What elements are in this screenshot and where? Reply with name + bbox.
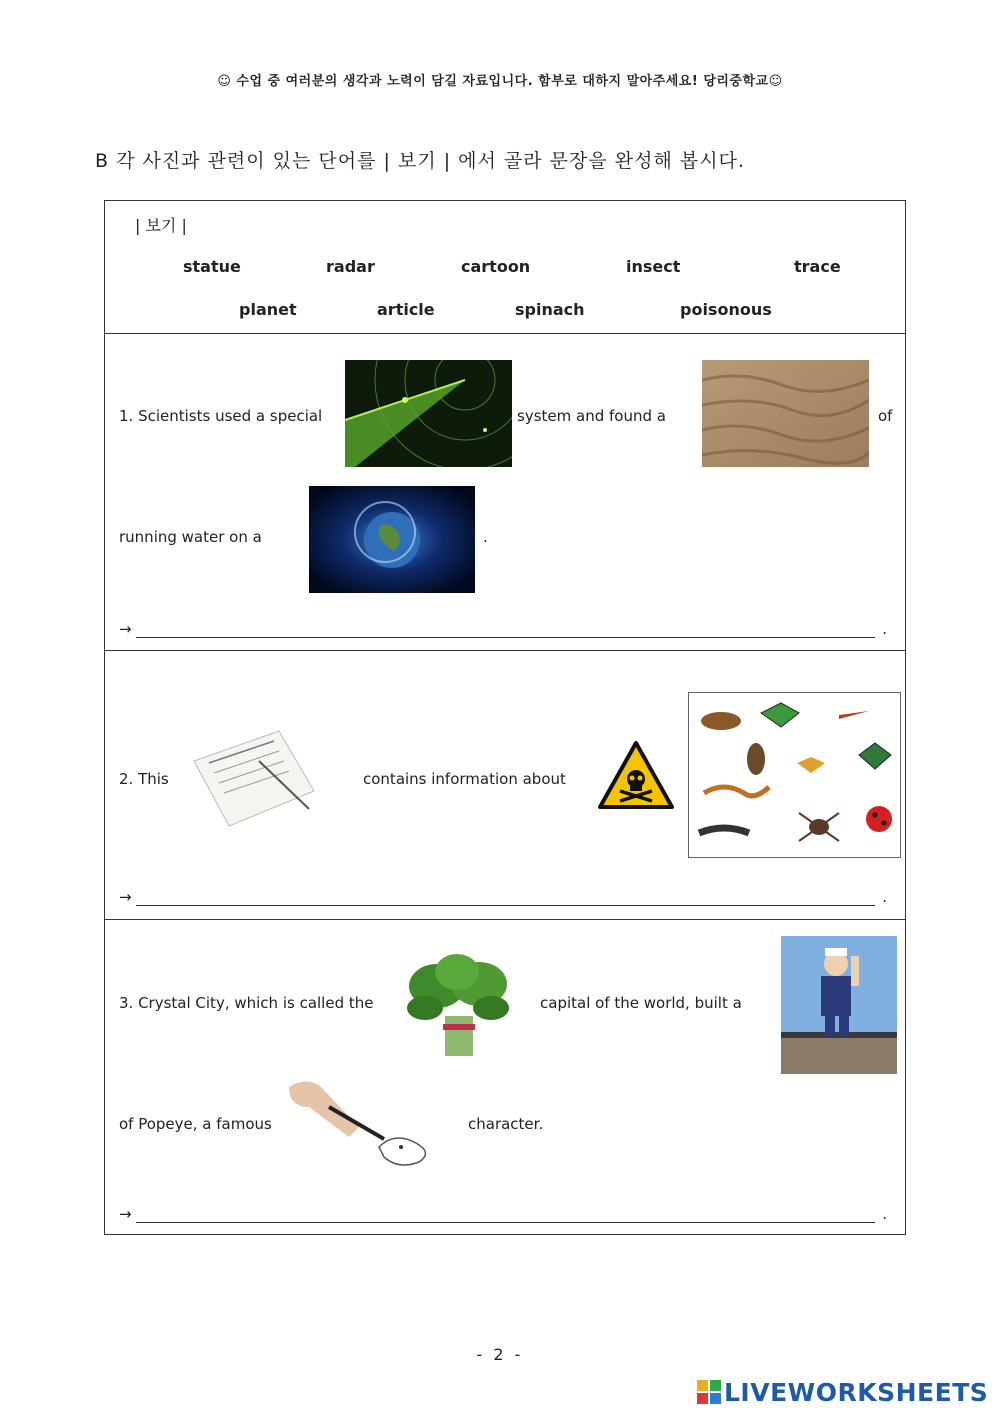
arrow-icon: → <box>119 1205 132 1223</box>
answer-underline <box>136 1222 875 1223</box>
liveworksheets-logo-icon <box>697 1380 721 1404</box>
q3-text-part4: character. <box>468 1115 544 1133</box>
q1-text-part3: of <box>878 407 893 425</box>
q3-text-part3: of Popeye, a famous <box>119 1115 272 1133</box>
section-title: B 각 사진과 관련이 있는 단어를 | 보기 | 에서 골라 문장을 완성해 봅시다. <box>95 150 745 172</box>
q1-answer-line[interactable] <box>119 620 887 640</box>
answer-period: . <box>882 620 887 638</box>
divider-1 <box>105 333 905 334</box>
insects-collage <box>688 692 901 858</box>
popeye-statue-photo <box>781 936 897 1074</box>
word-statue: statue <box>183 257 241 276</box>
q2-text-part2: contains information about <box>363 770 566 788</box>
answer-underline <box>136 905 875 906</box>
answer-underline <box>136 637 875 638</box>
q2-text-part1: 2. This <box>119 770 169 788</box>
spinach-photo <box>397 946 521 1061</box>
divider-2 <box>105 650 905 651</box>
planet-earth-photo <box>309 486 475 593</box>
word-trace: trace <box>794 257 841 276</box>
answer-period: . <box>882 888 887 906</box>
word-cartoon: cartoon <box>461 257 531 276</box>
newspaper-photo <box>189 721 319 831</box>
q2-answer-line[interactable] <box>119 888 887 908</box>
worksheet-table <box>104 200 906 1235</box>
arrow-icon: → <box>119 888 132 906</box>
arrow-icon: → <box>119 620 132 638</box>
page-number: - 2 - <box>476 1345 524 1364</box>
radar-photo <box>345 360 512 467</box>
brand-name: LIVEWORKSHEETS <box>724 1377 989 1407</box>
word-spinach: spinach <box>515 300 585 319</box>
q3-text-part1: 3. Crystal City, which is called the <box>119 994 374 1012</box>
q1-text-part2: system and found a <box>517 407 666 425</box>
poison-warning-sign <box>596 739 676 811</box>
q3-answer-line[interactable] <box>119 1205 887 1225</box>
bogi-label: | 보기 | <box>135 216 187 235</box>
word-poisonous: poisonous <box>680 300 772 319</box>
q1-text-part1: 1. Scientists used a special <box>119 407 323 425</box>
q3-text-part2: capital of the world, built a <box>540 994 742 1012</box>
cartoon-drawing-photo <box>289 1077 439 1169</box>
answer-period: . <box>882 1205 887 1223</box>
word-planet: planet <box>239 300 297 319</box>
header-note: ☺ 수업 중 여러분의 생각과 노력이 담길 자료입니다. 함부로 대하지 말아주세요! 당리중학교☺ <box>217 74 783 89</box>
q1-text-part4: running water on a <box>119 528 262 546</box>
word-article: article <box>377 300 435 319</box>
word-insect: insect <box>626 257 681 276</box>
word-radar: radar <box>326 257 375 276</box>
sand-trace-photo <box>702 360 869 467</box>
divider-3 <box>105 919 905 920</box>
liveworksheets-brand[interactable] <box>697 1377 988 1407</box>
q1-text-period: . <box>483 528 488 546</box>
